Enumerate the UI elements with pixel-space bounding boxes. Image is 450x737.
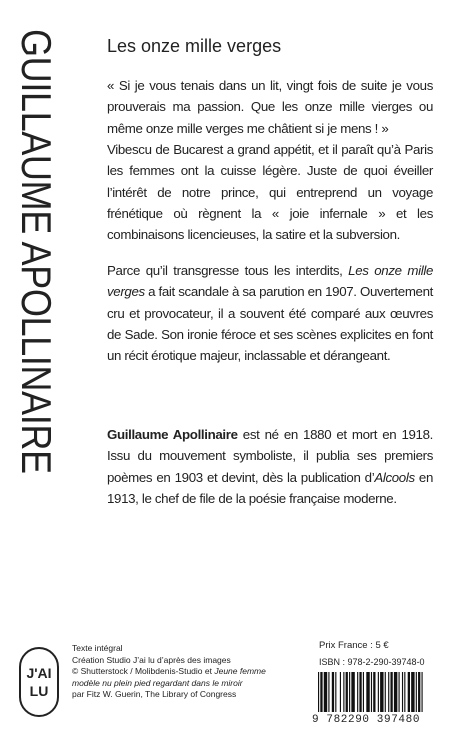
credits [72, 643, 292, 701]
barcode-bar [394, 672, 397, 712]
author-bio [107, 424, 433, 509]
context-rest: a fait scandale à sa parution en 1907. Ouvertement cru et provocateur, il a souvent été comparé aux œuvres de Sade. Son ironie féroce et ses scènes explicites en font un récit érotique majeur, inclassable et dérangeant. [107, 284, 433, 364]
barcode-bar [357, 672, 358, 712]
barcode-bar [385, 672, 386, 712]
context-title-italic: Les onze mille verges [107, 263, 433, 300]
bio-part2: en 1913, le chef de file de la poésie française moderne. [107, 469, 434, 506]
barcode-bar [328, 672, 329, 712]
barcode-bar [404, 672, 405, 712]
barcode-bar [332, 672, 334, 712]
barcode-bar [366, 672, 369, 712]
quote-paragraph: « Si je vous tenais dans un lit, vingt fois de suite je vous prouverais ma passion. Que les onze mille vierges ou même onze mille verges me châtient si je mens ! » [107, 78, 433, 136]
credits-line3 [72, 666, 292, 678]
price: Prix France : 5 € [319, 640, 389, 651]
barcode-bar [422, 672, 423, 712]
barcode-bar [416, 672, 417, 712]
isbn: ISBN : 978-2-290-39748-0 [319, 657, 425, 667]
spine-author: GUILLAUME APOLLINAIRE [13, 29, 60, 474]
synopsis-paragraph: Vibescu de Bucarest a grand appétit, et il paraît qu’à Paris les femmes ont la cuisse légère. Juste de quoi éveiller l’intérêt de notre prince, qui entreprend un voyage frénétique où règnent la « joie infernale » et les combinaisons licencieuses, la satire et la subversion. [107, 142, 433, 243]
barcode-bar [399, 672, 400, 712]
barcode-bar [343, 672, 344, 712]
barcode-bar [359, 672, 361, 712]
barcode-bar [373, 672, 375, 712]
spine [0, 0, 90, 737]
context-intro: Parce qu’il transgresse tous les interdits, [107, 263, 349, 278]
author-name: Guillaume Apollinaire [107, 427, 238, 442]
publisher-logo [19, 647, 59, 717]
barcode-bar [390, 672, 392, 712]
credits-line4 [72, 678, 292, 690]
barcode-bar [418, 672, 420, 712]
credits-line3-a: © Shutterstock / Molibdenis-Studio et [72, 666, 215, 676]
barcode-bar [335, 672, 336, 712]
bio-part1: est né en 1880 et mort en 1918. Issu du mouvement symboliste, il publia ses premiers poèmes en 1903 et devint, dès la publication d’ [107, 427, 433, 485]
barcode-bar [388, 672, 389, 712]
context-paragraph [107, 260, 433, 366]
barcode-bar [340, 672, 341, 712]
credits-line1: Texte intégral [72, 643, 123, 653]
barcode-bar [351, 672, 354, 712]
barcode-bar [371, 672, 372, 712]
barcode-bar [363, 672, 364, 712]
barcode-bar [380, 672, 383, 712]
bio-alcools: Alcools [374, 469, 415, 485]
credits-line4-text: modèle nu plein pied regardant dans le miroir [72, 677, 243, 688]
barcode-bar [320, 672, 322, 712]
barcode-bar [318, 672, 319, 712]
barcode-bar [402, 672, 403, 712]
barcode-bar [411, 672, 414, 712]
credits-line5: par Fitz W. Guerin, The Library of Congress [72, 689, 237, 699]
barcode-bar [346, 672, 348, 712]
barcode [312, 672, 437, 718]
book-title: Les onze mille verges [107, 36, 282, 56]
logo-line2: LU [29, 683, 49, 699]
barcode-bar [378, 672, 379, 712]
credits-line3-b: Jeune femme [214, 666, 266, 676]
barcode-number: 9 782290 397480 [312, 714, 421, 726]
barcode-bar [408, 672, 410, 712]
credits-line2: Création Studio J’ai lu d’après des images [72, 654, 231, 665]
barcode-bar [324, 672, 327, 712]
logo-line1: J'AI [26, 665, 52, 681]
barcode-bar [349, 672, 350, 712]
